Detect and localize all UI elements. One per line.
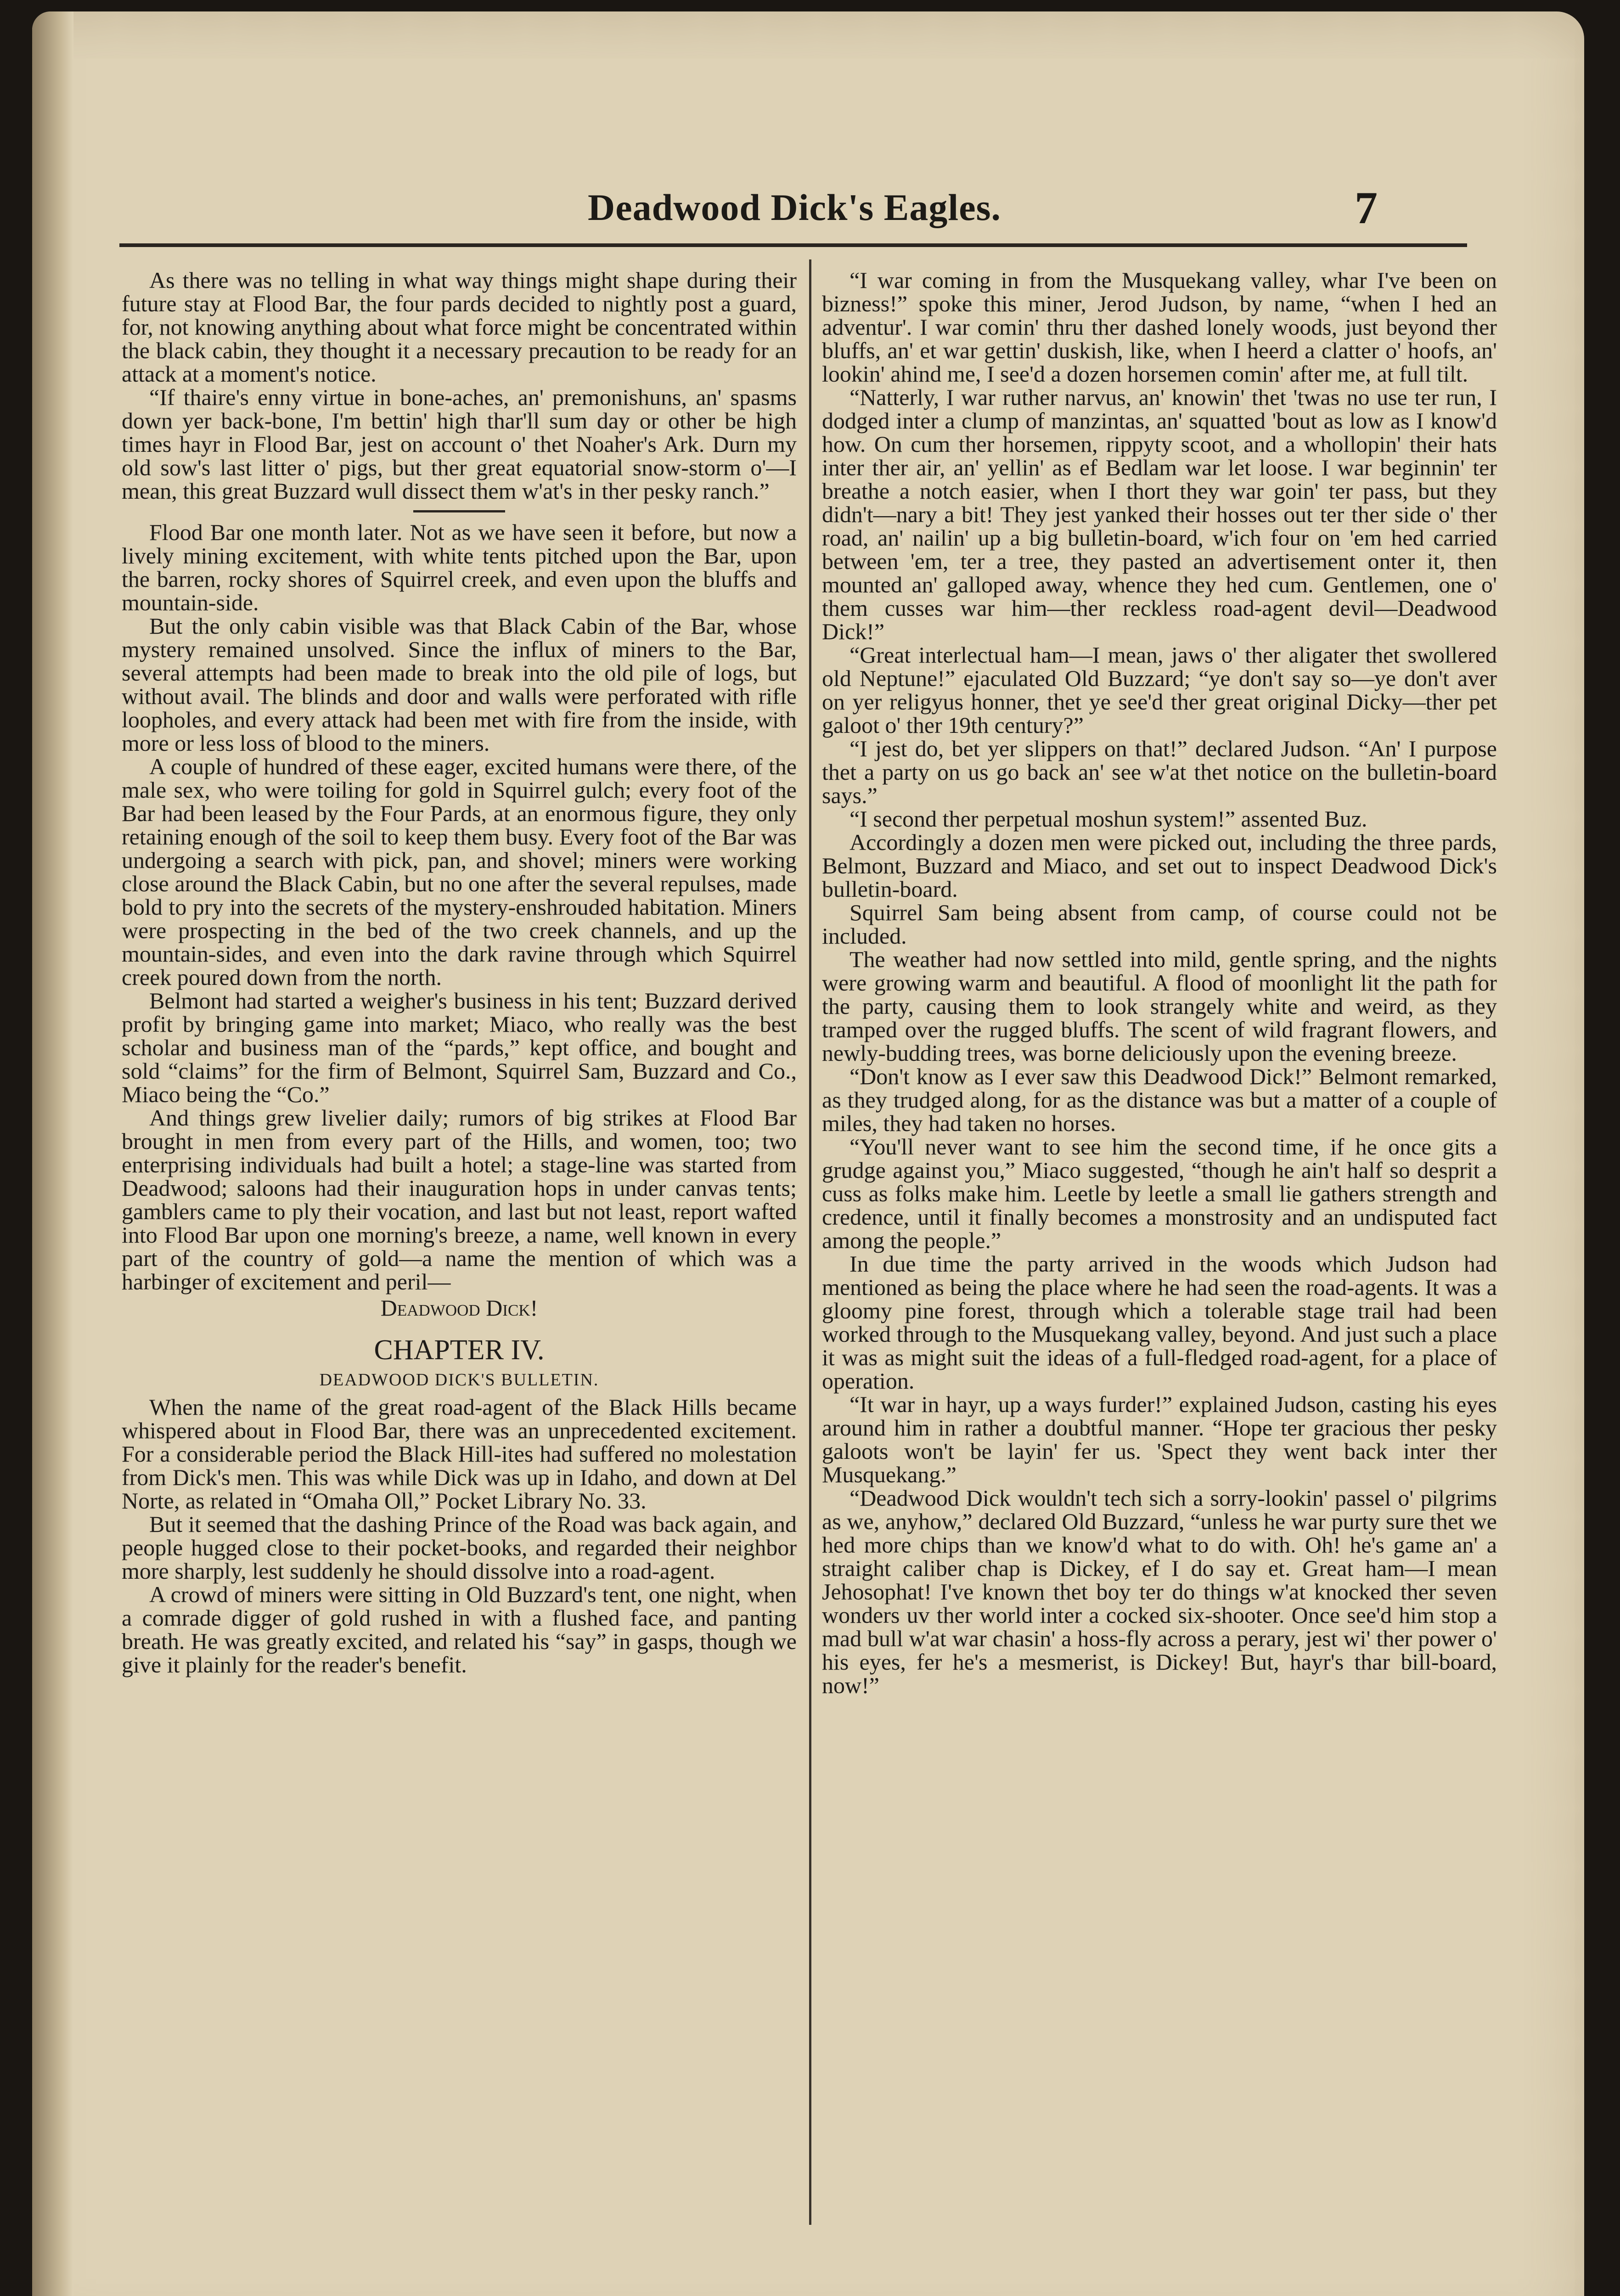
paragraph: Squirrel Sam being absent from camp, of course could not be included. [822,900,1497,949]
header-rule [119,243,1467,247]
column-divider [809,259,811,2225]
paragraph: “Deadwood Dick wouldn't tech sich a sorry-lookin' passel o' pilgrims as we, anyhow,” declared Old Buzzard, “unless he war purty sure thet we hed more chips than we know'd what to do with. Oh! he's game an' a straight caliber chap is Dickey, ef I do say et. Great ham—I mean Jehosophat! I've known thet boy ter do things w'at knocked ther seven wonders uv ther world inter a cocked six-shooter. Once see'd him stop a mad bull w'at war chasin' a hoss-fly across a perary, jest wi' ther power o' his eyes, fer he's a mesmerist, is Dickey! But, hayr's thar bill-board, now!” [822,1485,1497,1698]
paragraph: A crowd of miners were sitting in Old Buzzard's tent, one night, when a comrade digger of gold rushed in with a flushed face, and panting breath. He was greatly excited, and related his “say” in gasps, though we give it plainly for the reader's benefit. [122,1581,797,1677]
paragraph: “You'll never want to see him the second time, if he once gits a grudge against you,” Miaco suggested, “though he ain't half so desprit a cuss as folks make him. Leetle by leetle a small lie gathers strength and credence, until it finally becomes a monstrosity and an undisputed fact among the people.” [822,1134,1497,1253]
paragraph: “It war in hayr, up a ways furder!” explained Judson, casting his eyes around him in rather a doubtful manner. “Hope ter gracious ther pesky galoots won't be layin' fer us. 'Spect they went back inter ther Musquekang.” [822,1391,1497,1487]
paragraph: But it seemed that the dashing Prince of the Road was back again, and people hugged close to their pocket-books, and regarded their neighbor more sharply, lest suddenly he should dissolve into a road-agent. [122,1511,797,1584]
magazine-page [32,11,1584,2296]
paragraph: Accordingly a dozen men were picked out, including the three pards, Belmont, Buzzard and Miaco, and set out to inspect Deadwood Dick's bulletin-board. [822,829,1497,902]
paragraph: “Great interlectual ham—I mean, jaws o' ther aligater thet swollered old Neptune!” ejaculated Old Buzzard; “ye don't say so—ye don't aver on yer religyus honner, thet ye see'd ther great original Dicky—ther pet galoot o' ther 19th century?” [822,642,1497,738]
section-separator [413,510,505,512]
paragraph: The weather had now settled into mild, gentle spring, and the nights were growing warm and beautiful. A flood of moonlight lit the path for the party, causing them to look strangely white and weird, as they tramped over the rugged bluffs. The scent of wild fragrant flowers, and newly-budding trees, was borne deliciously upon the evening breeze. [822,946,1497,1066]
paragraph: As there was no telling in what way things might shape during their future stay at Flood Bar, the four pards decided to nightly post a guard, for, not knowing anything about what force might be concentrated within the black cabin, they thought it a necessary precaution to be ready for an attack at a moment's notice. [122,267,797,387]
paragraph: In due time the party arrived in the woods which Judson had mentioned as being the place where he had seen the road-agents. It was a gloomy pine forest, through which a tolerable stage trail had been worked through to the Musquekang valley, beyond. And just such a place it was as might suit the ideas of a full-fledged road-agent, for a place of operation. [822,1251,1497,1394]
paragraph: And things grew livelier daily; rumors of big strikes at Flood Bar brought in men from every part of the Hills, and women, too; two enterprising individuals had built a hotel; a stage-line was started from Deadwood; saloons had their inauguration hops in under canvas tents; gamblers came to ply their vocation, and last but not least, report wafted into Flood Bar upon one morning's breeze, a name, well known in every part of the country of gold—a name the mention of which was a harbinger of excitement and peril— [122,1105,797,1294]
right-column [822,269,1497,1697]
paragraph: But the only cabin visible was that Black Cabin of the Bar, whose mystery remained unsolved. Since the influx of miners to the Bar, several attempts had been made to break into the old pile of logs, but without avail. The blinds and door and walls were perforated with rifle loopholes, and every attack had been met with fire from the inside, with more or less loss of blood to the miners. [122,613,797,756]
paragraph: “Don't know as I ever saw this Deadwood Dick!” Belmont remarked, as they trudged along, for as the distance was but a matter of a couple of miles, they had taken no horses. [822,1064,1497,1136]
paragraph: “I second ther perpetual moshun system!” assented Buz. [849,806,1367,832]
paragraph: “I war coming in from the Musquekang valley, whar I've been on bizness!” spoke this miner, Jerod Judson, by name, “when I hed an adventur'. I war comin' thru ther dashed lonely woods, just beyond ther bluffs, an' et war gettin' duskish, like, when I heerd a clatter o' hoofs, an' lookin' ahind me, I see'd a dozen horsemen comin' after me, at full tilt. [822,267,1497,387]
paragraph: A couple of hundred of these eager, excited humans were there, of the male sex, who were toiling for gold in Squirrel gulch; every foot of the Bar had been leased by the Four Pards, at an enormous figure, they only retaining enough of the soil to keep them busy. Every foot of the Bar was undergoing a search with pick, pan, and shovel; miners were working close around the Black Cabin, but no one after the several repulses, made bold to pry into the secrets of the mystery-enshrouded habitation. Miners were prospecting in the bed of the two creek channels, and up the mountain-sides, and even into the dark ravine through which Squirrel creek poured down from the north. [122,754,797,990]
paragraph: “I jest do, bet yer slippers on that!” declared Judson. “An' I purpose thet a party on us go back an' see w'at thet notice on the bulletin-board says.” [822,736,1497,808]
chapter-subtitle: DEADWOOD DICK'S BULLETIN. [319,1370,599,1390]
signature-line: Deadwood Dick! [380,1295,538,1321]
chapter-title: CHAPTER IV. [374,1334,545,1366]
page-title: Deadwood Dick's Eagles. [588,186,1001,228]
left-column [122,269,797,1677]
page-spine [32,11,73,2296]
running-head [32,182,1584,241]
paragraph: “If thaire's enny virtue in bone-aches, an' premonishuns, an' spasms down yer back-bone, I'm bettin' high thar'll sum day or other be high times hayr in Flood Bar, jest on account o' thet Noaher's Ark. Durn my old sow's last litter o' pigs, but ther great equatorial snow-storm o'—I mean, this great Buzzard wull dissect them w'at's in ther pesky ranch.” [122,384,797,504]
paragraph: Belmont had started a weigher's business in his tent; Buzzard derived profit by bringing game into market; Miaco, who really was the best scholar and business man of the “pards,” kept office, and bought and sold “claims” for the firm of Belmont, Squirrel Sam, Buzzard and Co., Miaco being the “Co.” [122,988,797,1107]
paragraph: When the name of the great road-agent of the Black Hills became whispered about in Flood Bar, there was an unprecedented excitement. For a considerable period the Black Hill-ites had suffered no molestation from Dick's men. This was while Dick was up in Idaho, and down at Del Norte, as related in “Omaha Oll,” Pocket Library No. 33. [122,1394,797,1514]
paragraph: Flood Bar one month later. Not as we have seen it before, but now a lively mining excitement, with white tents pitched upon the Bar, upon the barren, rocky shores of Squirrel creek, and even upon the bluffs and mountain-side. [122,519,797,615]
paragraph: “Natterly, I war ruther narvus, an' knowin' thet 'twas no use ter run, I dodged inter a clump of manzintas, an' squatted 'bout as low as I know'd how. On cum ther horsemen, rippyty scoot, and a whollopin' their hats inter ther air, an' yellin' as ef Bedlam war let loose. I war beginnin' ter breathe a notch easier, when I thort they war goin' ter pass, but they didn't—nary a bit! They jest yanked their hosses out ter ther side o' ther road, an' nailin' up a big bulletin-board, w'ich four on 'em hed carried between 'em, ter a tree, they pasted an advertisement onter it, then mounted an' galloped away, whence they hed cum. Gentlemen, one o' them cusses war him—ther reckless road-agent devil—Deadwood Dick!” [822,384,1497,644]
page-number: 7 [1355,182,1378,233]
